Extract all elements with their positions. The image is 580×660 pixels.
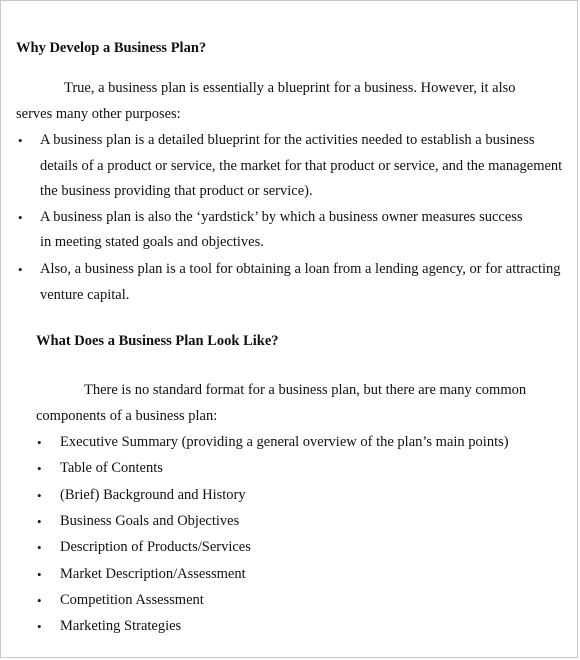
bullet-icon: • [37,514,42,529]
list-item-text: Competition Assessment [60,592,204,608]
bullet-icon: • [37,540,42,555]
bullet-icon: • [37,461,42,476]
list-item-text: Table of Contents [60,460,163,476]
list-item-text: Executive Summary (providing a general overview of the plan’s main points) [60,434,509,450]
list-item-text: Business Goals and Objectives [60,513,240,529]
paragraph-line: True, a business plan is essentially a blueprint for a business. However, it also [64,80,516,96]
list-item-text: Description of Products/Services [60,539,251,555]
bullet-icon: • [37,488,42,503]
list-item-text: Market Description/Assessment [60,566,246,582]
bullet-icon: • [37,435,42,450]
bullet-icon: • [18,262,23,277]
bullet-icon: • [37,567,42,582]
section-heading-what-does: What Does a Business Plan Look Like? [36,333,279,349]
paragraph-line: components of a business plan: [36,408,218,424]
list-item-text: details of a product or service, the market for that product or service, and the management [40,158,563,174]
list-item-text: A business plan is a detailed blueprint for the activities needed to establish a business [40,132,535,148]
bullet-icon: • [18,133,23,148]
list-item-text: A business plan is also the ‘yardstick’ by which a business owner measures success [40,209,523,225]
list-item-text: (Brief) Background and History [60,487,246,503]
list-item-text: Also, a business plan is a tool for obtaining a loan from a lending agency, or for attracting [40,261,561,277]
paragraph-line: serves many other purposes: [16,106,181,122]
bullet-icon: • [18,210,23,225]
bullet-icon: • [37,593,42,608]
paragraph-line: There is no standard format for a business plan, but there are many common [84,382,527,398]
list-item-text: Marketing Strategies [60,618,182,634]
bullet-icon: • [37,619,42,634]
section-heading-why-develop: Why Develop a Business Plan? [16,40,207,56]
list-item-text: venture capital. [40,287,130,303]
list-item-text: the business providing that product or service). [40,183,313,199]
list-item-text: in meeting stated goals and objectives. [40,234,264,250]
